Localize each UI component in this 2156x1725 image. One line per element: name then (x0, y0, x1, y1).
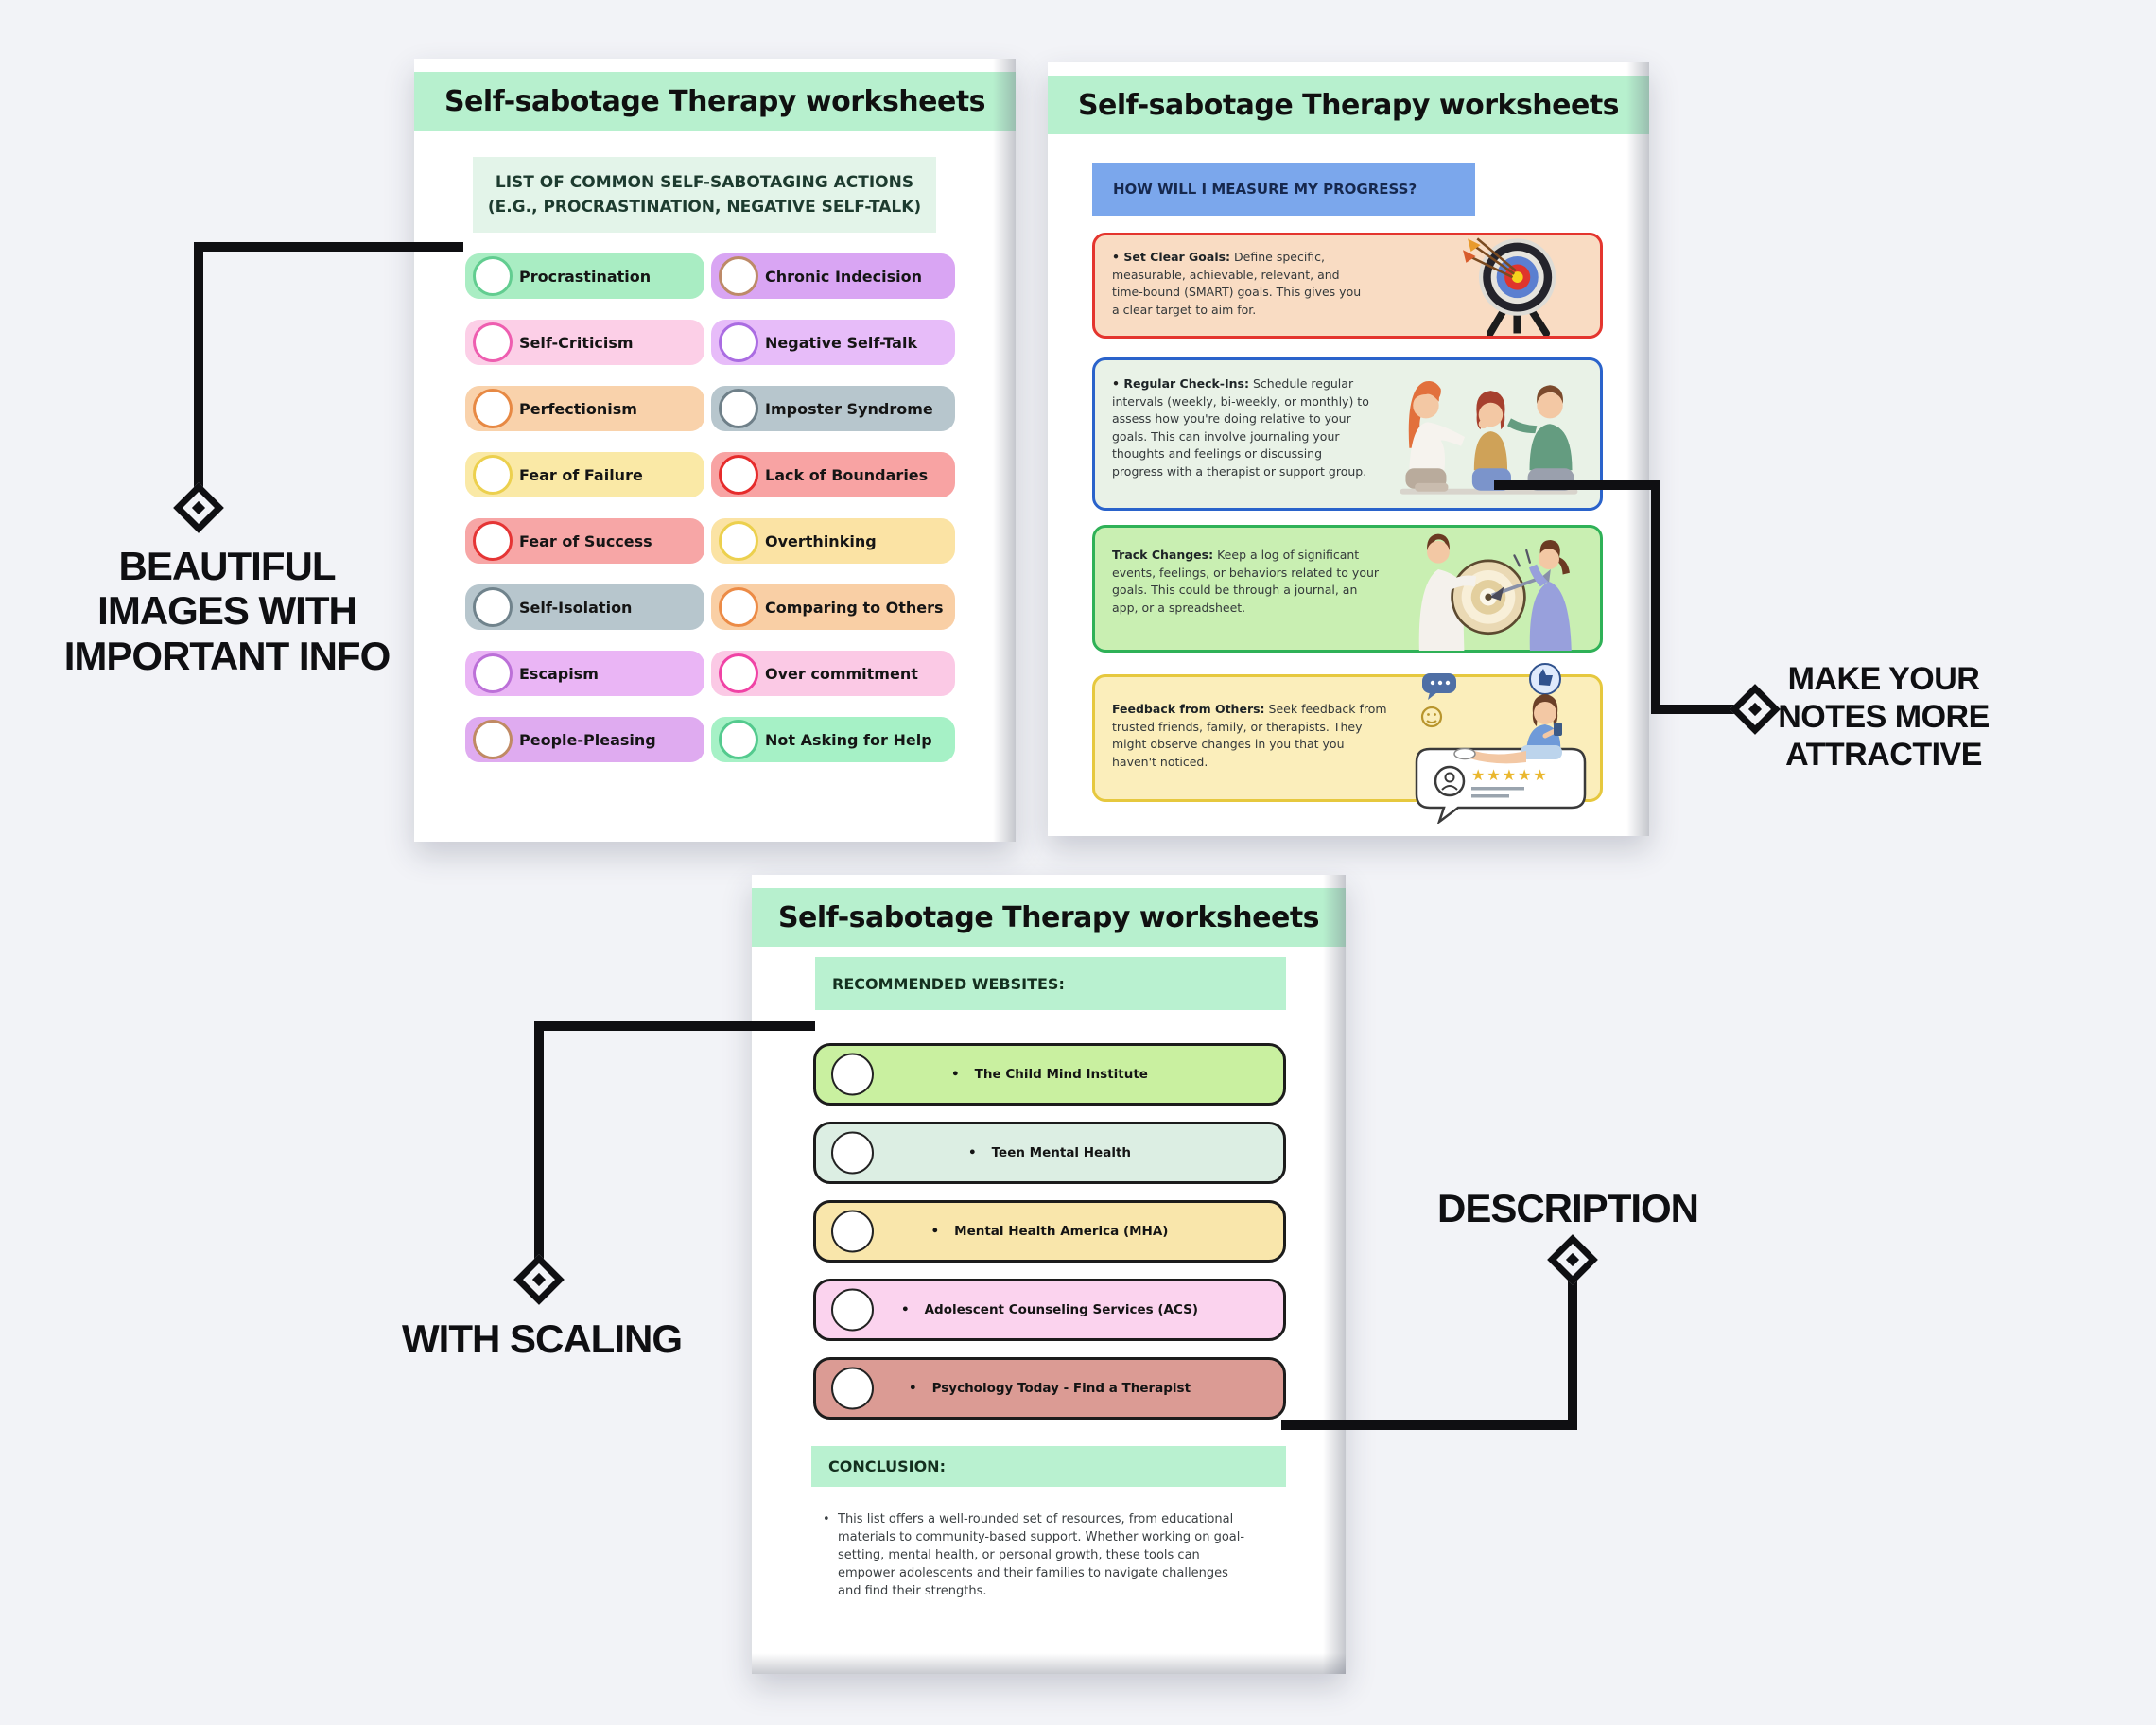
progress-question-header: HOW WILL I MEASURE MY PROGRESS? (1092, 163, 1475, 216)
annotation-attractive-notes (1761, 660, 2007, 774)
subtitle-line: LIST OF COMMON SELF-SABOTAGING ACTIONS (495, 172, 914, 192)
action-label: Comparing to Others (765, 598, 944, 617)
box-text (1112, 375, 1369, 480)
connector-line (1281, 1420, 1577, 1430)
action-label: Fear of Success (519, 531, 652, 550)
diamond-marker-icon (1547, 1234, 1598, 1285)
action-pill (465, 651, 704, 696)
checkbox-circle-icon (719, 389, 758, 428)
progress-box-set-clear-goals (1092, 233, 1603, 339)
annotation-line: ATTRACTIVE (1785, 737, 1982, 774)
action-label: Fear of Failure (519, 465, 643, 484)
action-pill (711, 518, 955, 564)
annotation-line: IMPORTANT INFO (63, 633, 391, 678)
action-pill (711, 386, 955, 431)
checkbox-circle-icon (473, 256, 513, 296)
checkbox-circle-icon (831, 1368, 874, 1410)
progress-box-track-changes (1092, 525, 1603, 653)
action-label: Over commitment (765, 664, 918, 683)
action-label: Perfectionism (519, 399, 637, 418)
action-pill (465, 717, 704, 762)
diamond-marker-icon (513, 1254, 565, 1305)
action-label: Overthinking (765, 531, 877, 550)
annotation-line: NOTES MORE (1778, 699, 1990, 736)
checkbox-circle-icon (473, 720, 513, 759)
page-title: Self-sabotage Therapy worksheets (1048, 76, 1649, 134)
progress-box-feedback (1092, 674, 1603, 802)
checkbox-circle-icon (719, 256, 758, 296)
page-title: Self-sabotage Therapy worksheets (414, 72, 1016, 131)
review-feedback-illustration (1360, 658, 1596, 824)
websites-list (813, 1043, 1286, 1420)
website-label: • Adolescent Counseling Services (ACS) (901, 1302, 1198, 1317)
action-pill (465, 518, 704, 564)
worksheet-page-actions (414, 59, 1016, 842)
action-pill (711, 651, 955, 696)
action-label: Procrastination (519, 267, 652, 286)
action-pill (465, 452, 704, 497)
connector-line (1568, 1275, 1577, 1426)
action-label: Escapism (519, 664, 599, 683)
worksheet-page-progress (1048, 62, 1649, 836)
checkbox-circle-icon (473, 587, 513, 627)
action-pill (465, 253, 704, 299)
annotation-with-scaling: WITH SCALING (402, 1316, 682, 1361)
connector-line (1494, 480, 1660, 490)
annotation-line: MAKE YOUR (1787, 661, 1980, 697)
checkbox-circle-icon (719, 455, 758, 495)
dart-target-illustration (1384, 530, 1592, 651)
action-label: Imposter Syndrome (765, 399, 933, 418)
connector-line (1651, 480, 1660, 714)
box-label: Regular Check-Ins: (1123, 376, 1249, 391)
annotation-beautiful-images (47, 544, 407, 678)
website-row (813, 1043, 1286, 1106)
checkbox-circle-icon (473, 322, 513, 362)
actions-column-right (711, 253, 955, 762)
box-text (1112, 547, 1382, 617)
website-label: • Psychology Today - Find a Therapist (909, 1381, 1191, 1396)
conclusion-text: • This list offers a well-rounded set of resources, from educational materials to community-based support. Whether working on goal-setting, mental health, or personal growth, these tools can empower adolescents and their families to navigate challenges and find their strengths. (823, 1510, 1254, 1600)
connector-line (194, 242, 203, 496)
checkbox-circle-icon (719, 322, 758, 362)
annotation-line: BEAUTIFUL (118, 544, 336, 588)
action-pill (465, 386, 704, 431)
checkbox-circle-icon (831, 1289, 874, 1332)
box-body: Keep a log of significant events, feelings, or behaviors related to your goals. This could be through a journal, an app, or a spreadsheet. (1112, 548, 1380, 615)
actions-column-left (465, 253, 704, 762)
checkbox-circle-icon (473, 521, 513, 561)
website-row (813, 1357, 1286, 1420)
checkbox-circle-icon (831, 1132, 874, 1175)
box-label: Track Changes: (1112, 548, 1214, 562)
box-text (1112, 701, 1388, 771)
checkbox-circle-icon (831, 1054, 874, 1096)
box-body: Seek feedback from trusted friends, family, or therapists. They might observe changes in you that you haven't noticed. (1112, 702, 1387, 769)
box-body: Define specific, measurable, achievable, relevant, and time-bound (SMART) goals. This gives you a clear target to aim for. (1112, 250, 1362, 317)
checkbox-circle-icon (719, 521, 758, 561)
website-row (813, 1200, 1286, 1263)
diamond-marker-icon (173, 482, 224, 533)
box-text (1112, 249, 1363, 319)
worksheet-page-websites (752, 875, 1346, 1674)
connector-line (194, 242, 463, 252)
checkbox-circle-icon (473, 653, 513, 693)
five-stars-icon: ★★★★★ (1471, 766, 1549, 784)
conclusion-header: CONCLUSION: (811, 1446, 1286, 1487)
website-label: • Teen Mental Health (968, 1145, 1131, 1160)
website-label: • The Child Mind Institute (951, 1067, 1148, 1082)
subtitle-line: (E.G., PROCRASTINATION, NEGATIVE SELF-TALK) (487, 198, 922, 217)
action-label: People-Pleasing (519, 730, 656, 749)
actions-subtitle (473, 157, 936, 233)
checkbox-circle-icon (473, 455, 513, 495)
action-pill (711, 320, 955, 365)
recommended-websites-header: RECOMMENDED WEBSITES: (815, 957, 1286, 1010)
connector-line (534, 1021, 544, 1265)
checkbox-circle-icon (719, 587, 758, 627)
connector-line (534, 1021, 815, 1031)
checkbox-circle-icon (831, 1211, 874, 1253)
action-label: Chronic Indecision (765, 267, 922, 286)
annotation-description: DESCRIPTION (1436, 1186, 1699, 1230)
action-label: Not Asking for Help (765, 730, 932, 749)
action-label: Negative Self-Talk (765, 333, 918, 352)
annotation-line: IMAGES WITH (97, 588, 356, 634)
action-label: Self-Isolation (519, 598, 633, 617)
action-pill (711, 253, 955, 299)
website-label: • Mental Health America (MHA) (931, 1224, 1169, 1239)
box-label: Set Clear Goals: (1123, 250, 1231, 264)
action-label: Lack of Boundaries (765, 465, 929, 484)
website-row (813, 1122, 1286, 1184)
box-body: Schedule regular intervals (weekly, bi-weekly, or monthly) to assess how you're doing relative to your goals. This can involve journaling your thoughts and feelings or discussing progress with a therapist or support group. (1112, 376, 1369, 479)
action-label: Self-Criticism (519, 333, 634, 352)
action-pill (711, 717, 955, 762)
action-pill (465, 584, 704, 630)
box-label: Feedback from Others: (1112, 702, 1265, 716)
action-pill (711, 584, 955, 630)
checkbox-circle-icon (719, 653, 758, 693)
checkbox-circle-icon (473, 389, 513, 428)
archery-target-icon (1445, 235, 1587, 336)
action-pill (711, 452, 955, 497)
page-title: Self-sabotage Therapy worksheets (752, 888, 1346, 947)
action-pill (465, 320, 704, 365)
website-row (813, 1279, 1286, 1341)
checkbox-circle-icon (719, 720, 758, 759)
